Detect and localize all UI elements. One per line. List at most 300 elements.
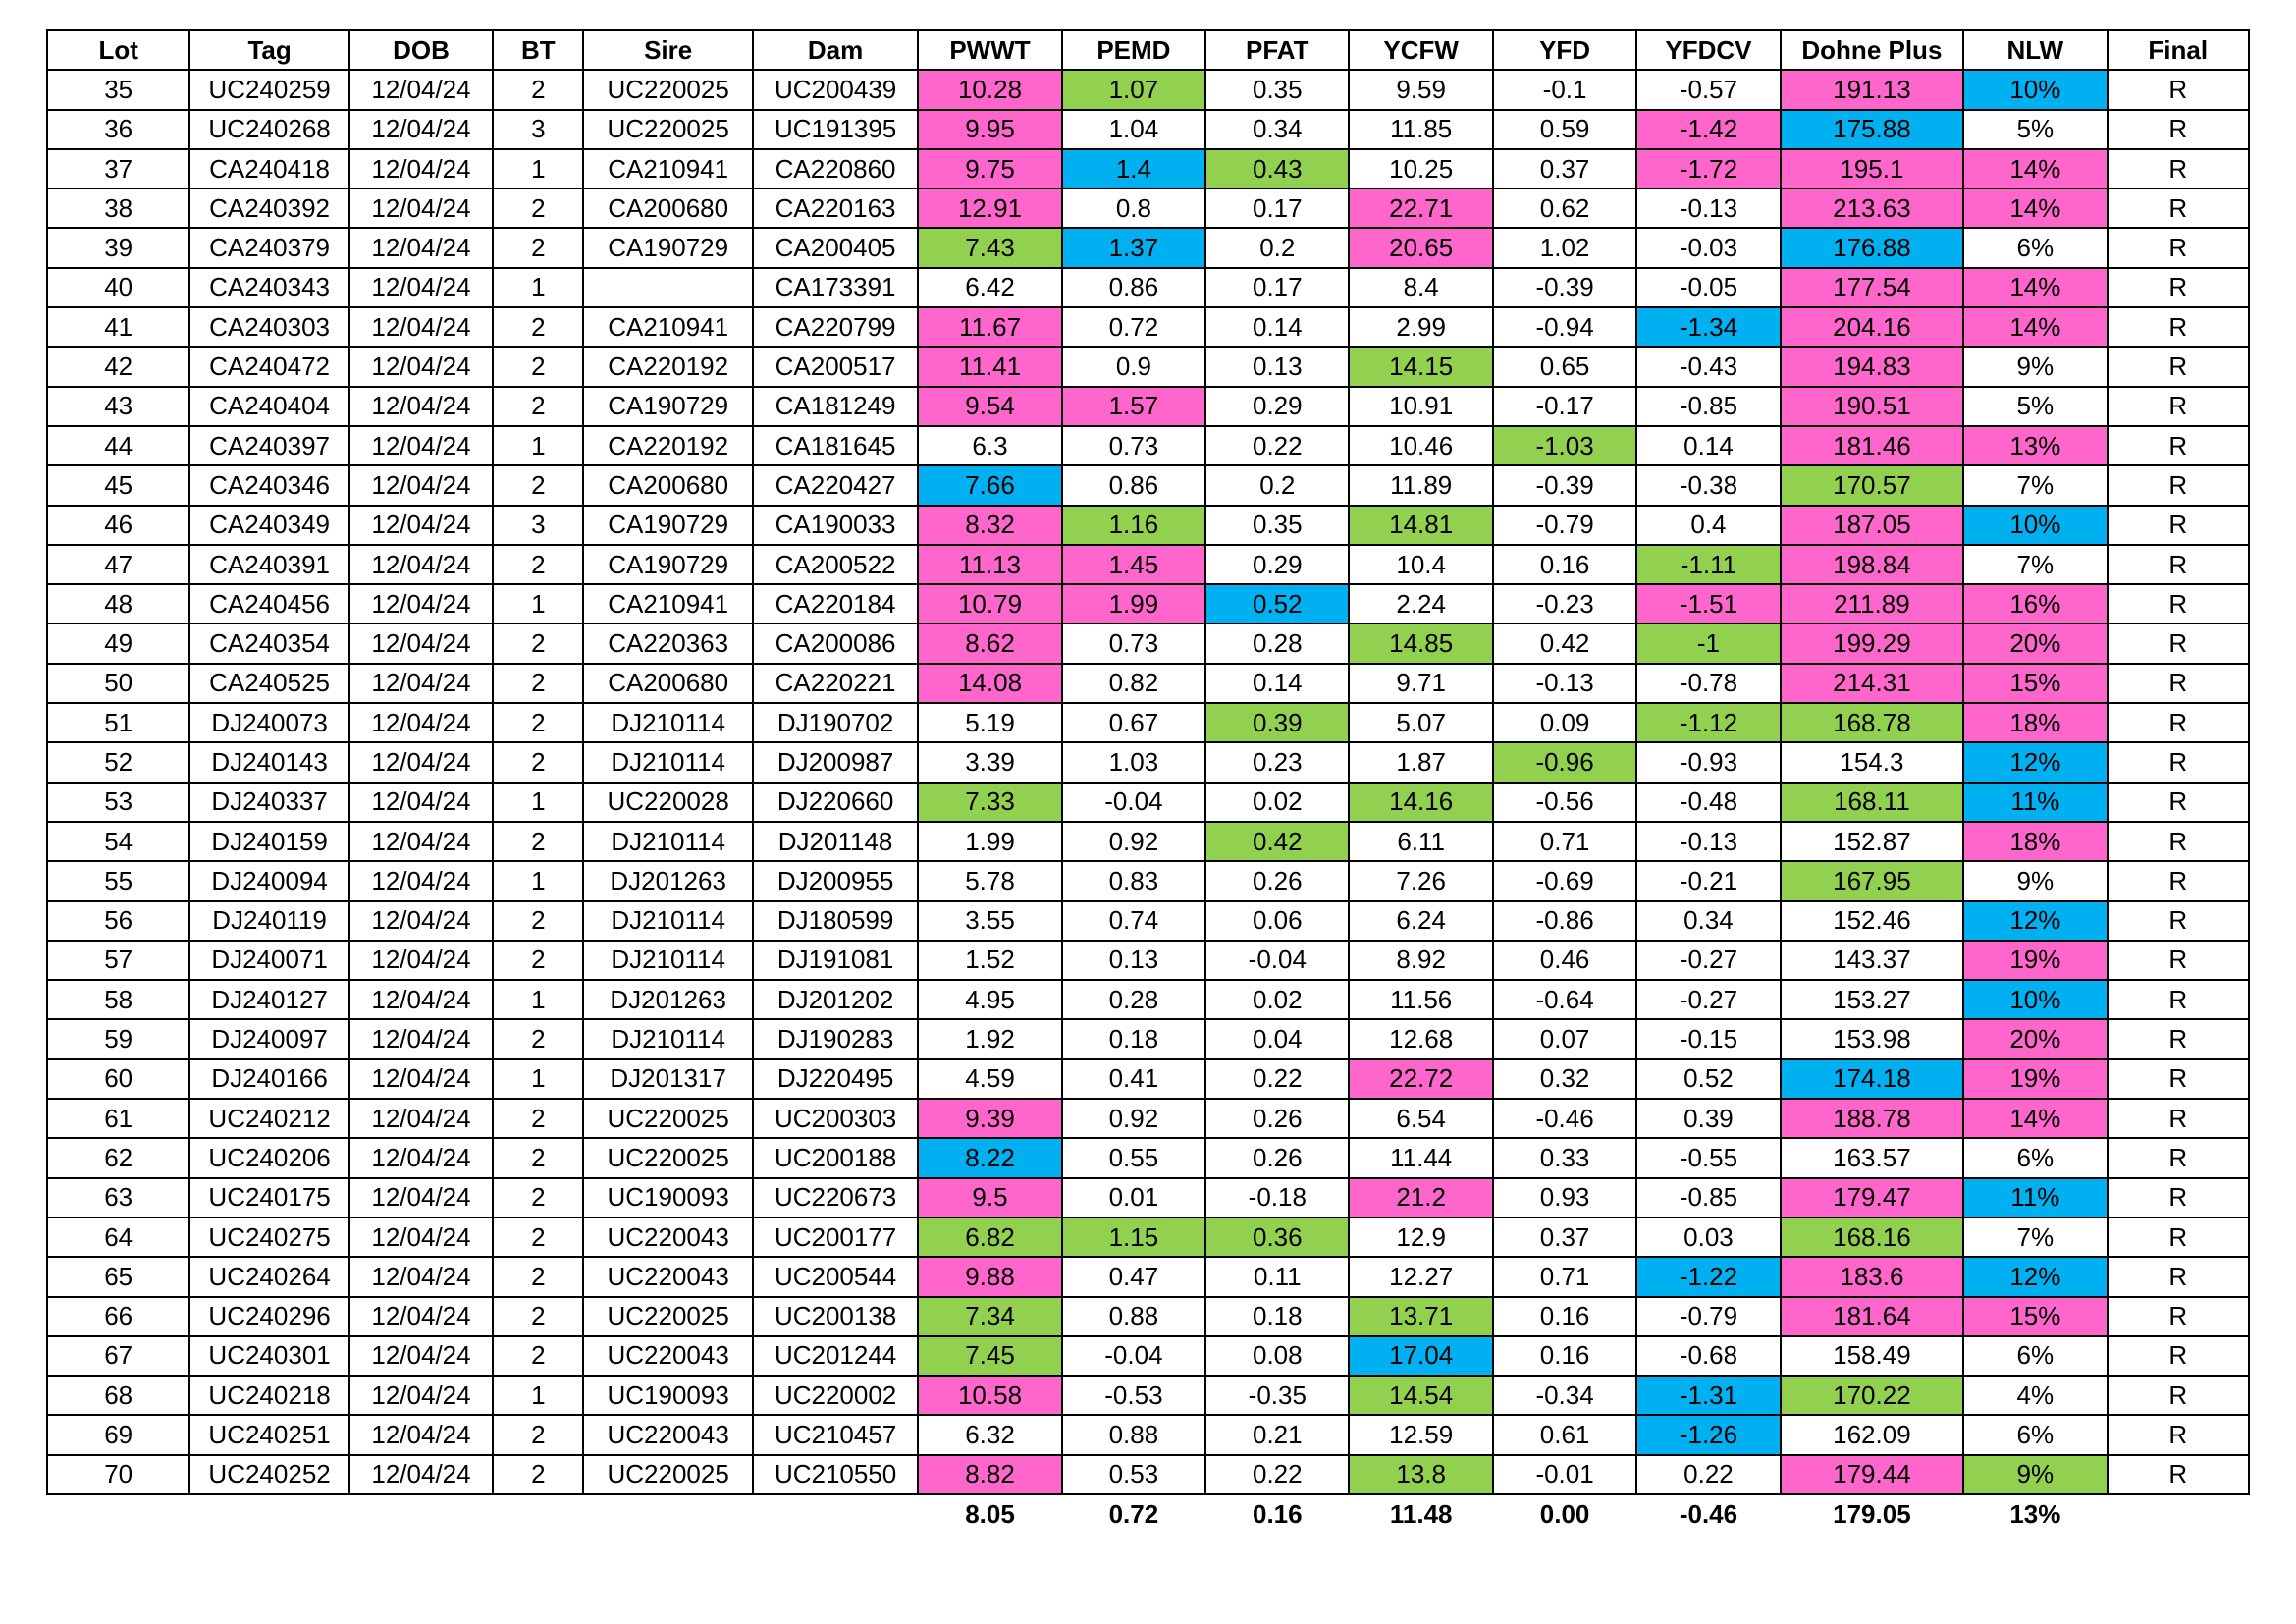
cell-ycfw: 10.91 [1349,387,1492,426]
cell-dohne-plus: 168.11 [1781,783,1963,822]
cell-dob: 12/04/24 [349,545,493,584]
cell-nlw: 11% [1963,1178,2107,1218]
cell-bt: 2 [493,1415,583,1454]
cell-dob: 12/04/24 [349,861,493,900]
cell-nlw: 19% [1963,941,2107,980]
table-row [47,584,2249,623]
cell-pemd: 1.4 [1062,149,1205,189]
cell-yfd: 0.07 [1493,1019,1636,1058]
cell-lot: 69 [47,1415,189,1454]
cell-tag: UC240268 [189,110,348,149]
cell-tag: CA240392 [189,189,348,228]
cell-final: R [2108,941,2249,980]
cell-bt: 2 [493,1218,583,1257]
cell-bt: 2 [493,822,583,861]
cell-nlw: 7% [1963,465,2107,505]
cell-dam: DJ191081 [753,941,918,980]
cell-pwwt: 11.13 [918,545,1061,584]
cell-pfat: 0.14 [1205,664,1349,703]
cell-pwwt: 7.33 [918,783,1061,822]
cell-bt: 1 [493,584,583,623]
cell-dohne-plus: 214.31 [1781,664,1963,703]
cell-nlw: 14% [1963,1099,2107,1138]
cell-dohne-plus: 158.49 [1781,1336,1963,1376]
cell-nlw: 12% [1963,742,2107,782]
cell-lot: 51 [47,703,189,742]
cell-sire: CA200680 [583,664,752,703]
table-row [47,1376,2249,1415]
cell-sire: DJ210114 [583,901,752,941]
cell-dob: 12/04/24 [349,980,493,1019]
cell-pwwt: 11.67 [918,307,1061,347]
cell-dam: CA181645 [753,426,918,465]
cell-pfat: 0.02 [1205,783,1349,822]
cell-yfdcv: -0.13 [1636,822,1780,861]
cell-pwwt: 8.82 [918,1455,1061,1494]
cell-pwwt: 6.32 [918,1415,1061,1454]
cell-dohne-plus: 167.95 [1781,861,1963,900]
cell-dam: UC220673 [753,1178,918,1218]
cell-sire: CA210941 [583,307,752,347]
cell-pwwt: 7.45 [918,1336,1061,1376]
cell-bt: 2 [493,1455,583,1494]
cell-pfat: 0.18 [1205,1297,1349,1336]
column-header-tag: Tag [189,30,348,70]
cell-bt: 3 [493,110,583,149]
cell-final: R [2108,1099,2249,1138]
cell-dob: 12/04/24 [349,1455,493,1494]
cell-tag: CA240418 [189,149,348,189]
cell-dam: DJ200955 [753,861,918,900]
cell-lot: 65 [47,1257,189,1296]
cell-lot: 49 [47,623,189,663]
cell-yfd: 0.16 [1493,1336,1636,1376]
average-empty-cell [2108,1494,2249,1535]
header-row [47,30,2249,70]
cell-final: R [2108,149,2249,189]
cell-lot: 52 [47,742,189,782]
cell-sire: CA190729 [583,506,752,545]
cell-yfd: 0.65 [1493,347,1636,386]
cell-pfat: 0.2 [1205,465,1349,505]
cell-ycfw: 21.2 [1349,1178,1492,1218]
cell-lot: 61 [47,1099,189,1138]
cell-final: R [2108,1218,2249,1257]
table-row [47,110,2249,149]
cell-final: R [2108,70,2249,109]
cell-pemd: 0.74 [1062,901,1205,941]
cell-bt: 2 [493,347,583,386]
cell-dob: 12/04/24 [349,1218,493,1257]
cell-bt: 2 [493,387,583,426]
cell-yfdcv: -0.48 [1636,783,1780,822]
cell-sire: UC220025 [583,70,752,109]
table-row [47,941,2249,980]
cell-final: R [2108,307,2249,347]
cell-lot: 64 [47,1218,189,1257]
cell-ycfw: 2.24 [1349,584,1492,623]
cell-lot: 37 [47,149,189,189]
column-header-yfdcv: YFDCV [1636,30,1780,70]
cell-final: R [2108,189,2249,228]
cell-sire: CA210941 [583,584,752,623]
cell-pemd: 0.13 [1062,941,1205,980]
cell-tag: CA240391 [189,545,348,584]
cell-pwwt: 8.62 [918,623,1061,663]
cell-dam: UC210457 [753,1415,918,1454]
cell-pemd: 1.45 [1062,545,1205,584]
cell-pfat: 0.04 [1205,1019,1349,1058]
cell-yfdcv: -1.26 [1636,1415,1780,1454]
cell-pfat: 0.39 [1205,703,1349,742]
cell-sire: UC190093 [583,1178,752,1218]
cell-sire: DJ210114 [583,742,752,782]
cell-yfdcv: -0.85 [1636,1178,1780,1218]
cell-tag: DJ240071 [189,941,348,980]
cell-bt: 2 [493,941,583,980]
cell-yfd: 0.32 [1493,1059,1636,1099]
cell-pemd: 1.99 [1062,584,1205,623]
cell-dam: UC191395 [753,110,918,149]
cell-pemd: 1.57 [1062,387,1205,426]
cell-pwwt: 6.42 [918,268,1061,307]
cell-pwwt: 3.55 [918,901,1061,941]
cell-bt: 1 [493,980,583,1019]
cell-ycfw: 20.65 [1349,228,1492,267]
cell-lot: 48 [47,584,189,623]
table-row [47,1138,2249,1177]
cell-dob: 12/04/24 [349,1178,493,1218]
cell-dohne-plus: 187.05 [1781,506,1963,545]
cell-lot: 57 [47,941,189,980]
cell-pwwt: 6.82 [918,1218,1061,1257]
cell-dam: CA200405 [753,228,918,267]
cell-final: R [2108,783,2249,822]
cell-ycfw: 1.87 [1349,742,1492,782]
cell-ycfw: 14.85 [1349,623,1492,663]
table-row [47,1297,2249,1336]
cell-dohne-plus: 174.18 [1781,1059,1963,1099]
cell-tag: UC240212 [189,1099,348,1138]
cell-nlw: 20% [1963,1019,2107,1058]
column-header-pwwt: PWWT [918,30,1061,70]
cell-tag: UC240218 [189,1376,348,1415]
cell-dob: 12/04/24 [349,110,493,149]
table-row [47,1059,2249,1099]
cell-tag: DJ240143 [189,742,348,782]
cell-sire: UC220043 [583,1415,752,1454]
cell-pwwt: 9.39 [918,1099,1061,1138]
cell-dob: 12/04/24 [349,149,493,189]
cell-sire: CA220192 [583,426,752,465]
cell-yfd: -0.69 [1493,861,1636,900]
cell-nlw: 12% [1963,1257,2107,1296]
cell-bt: 2 [493,70,583,109]
cell-nlw: 14% [1963,189,2107,228]
cell-bt: 1 [493,268,583,307]
cell-ycfw: 8.92 [1349,941,1492,980]
cell-yfd: -1.03 [1493,426,1636,465]
cell-tag: UC240259 [189,70,348,109]
cell-tag: UC240251 [189,1415,348,1454]
cell-yfdcv: -0.27 [1636,980,1780,1019]
cell-pemd: 0.67 [1062,703,1205,742]
cell-yfd: 0.93 [1493,1178,1636,1218]
cell-ycfw: 10.4 [1349,545,1492,584]
cell-bt: 1 [493,783,583,822]
cell-lot: 56 [47,901,189,941]
cell-ycfw: 11.56 [1349,980,1492,1019]
cell-pfat: 0.02 [1205,980,1349,1019]
cell-yfdcv: -1.34 [1636,307,1780,347]
cell-final: R [2108,1297,2249,1336]
cell-sire: DJ201263 [583,980,752,1019]
cell-lot: 42 [47,347,189,386]
cell-pwwt: 11.41 [918,347,1061,386]
cell-tag: UC240206 [189,1138,348,1177]
cell-nlw: 6% [1963,1138,2107,1177]
cell-yfd: -0.79 [1493,506,1636,545]
cell-pemd: -0.53 [1062,1376,1205,1415]
cell-nlw: 9% [1963,1455,2107,1494]
cell-nlw: 10% [1963,70,2107,109]
cell-yfd: -0.13 [1493,664,1636,703]
cell-dam: DJ200987 [753,742,918,782]
cell-sire: CA220363 [583,623,752,663]
cell-pfat: 0.23 [1205,742,1349,782]
column-header-bt: BT [493,30,583,70]
cell-dob: 12/04/24 [349,1336,493,1376]
column-header-sire: Sire [583,30,752,70]
cell-lot: 40 [47,268,189,307]
cell-lot: 50 [47,664,189,703]
cell-ycfw: 14.16 [1349,783,1492,822]
cell-bt: 1 [493,1376,583,1415]
cell-final: R [2108,1415,2249,1454]
cell-dam: CA173391 [753,268,918,307]
cell-pemd: 0.72 [1062,307,1205,347]
average-yfdcv: -0.46 [1679,1499,1738,1530]
cell-dohne-plus: 163.57 [1781,1138,1963,1177]
cell-yfdcv: 0.52 [1636,1059,1780,1099]
cell-tag: UC240275 [189,1218,348,1257]
cell-pwwt: 4.95 [918,980,1061,1019]
cell-pemd: 0.73 [1062,623,1205,663]
cell-final: R [2108,623,2249,663]
cell-ycfw: 8.4 [1349,268,1492,307]
cell-bt: 2 [493,1138,583,1177]
cell-ycfw: 17.04 [1349,1336,1492,1376]
cell-dohne-plus: 168.16 [1781,1218,1963,1257]
column-header-dob: DOB [349,30,493,70]
cell-yfd: -0.96 [1493,742,1636,782]
cell-pemd: 0.82 [1062,664,1205,703]
table-row [47,861,2249,900]
column-header-yfd: YFD [1493,30,1636,70]
cell-yfd: 0.37 [1493,149,1636,189]
cell-sire: UC220043 [583,1218,752,1257]
cell-yfdcv: -0.13 [1636,189,1780,228]
cell-tag: UC240175 [189,1178,348,1218]
cell-tag: UC240301 [189,1336,348,1376]
table-row [47,742,2249,782]
cell-nlw: 15% [1963,664,2107,703]
cell-ycfw: 14.81 [1349,506,1492,545]
cell-lot: 36 [47,110,189,149]
cell-dohne-plus: 170.57 [1781,465,1963,505]
cell-pfat: -0.04 [1205,941,1349,980]
cell-final: R [2108,742,2249,782]
cell-yfd: 0.46 [1493,941,1636,980]
cell-final: R [2108,110,2249,149]
cell-final: R [2108,545,2249,584]
average-ycfw: 11.48 [1389,1499,1453,1530]
cell-nlw: 11% [1963,783,2107,822]
cell-nlw: 20% [1963,623,2107,663]
cell-yfd: 0.61 [1493,1415,1636,1454]
cell-pwwt: 5.19 [918,703,1061,742]
cell-final: R [2108,901,2249,941]
cell-tag: CA240397 [189,426,348,465]
cell-bt: 2 [493,465,583,505]
table-row [47,1336,2249,1376]
cell-dob: 12/04/24 [349,1059,493,1099]
cell-pfat: 0.08 [1205,1336,1349,1376]
cell-lot: 46 [47,506,189,545]
cell-dob: 12/04/24 [349,307,493,347]
cell-pfat: 0.42 [1205,822,1349,861]
cell-final: R [2108,664,2249,703]
table-row [47,1218,2249,1257]
cell-bt: 2 [493,742,583,782]
cell-nlw: 14% [1963,307,2107,347]
cell-dob: 12/04/24 [349,783,493,822]
cell-sire: UC220025 [583,1455,752,1494]
cell-sire: DJ201263 [583,861,752,900]
cell-lot: 62 [47,1138,189,1177]
cell-final: R [2108,1138,2249,1177]
cell-dam: DJ190283 [753,1019,918,1058]
cell-dohne-plus: 188.78 [1781,1099,1963,1138]
cell-tag: CA240346 [189,465,348,505]
cell-dob: 12/04/24 [349,426,493,465]
cell-pwwt: 10.79 [918,584,1061,623]
cell-dam: UC201244 [753,1336,918,1376]
cell-pfat: 0.26 [1205,1138,1349,1177]
cell-sire: UC220043 [583,1257,752,1296]
table-row [47,822,2249,861]
cell-pemd: 1.03 [1062,742,1205,782]
cell-pemd: 0.92 [1062,1099,1205,1138]
cell-pemd: -0.04 [1062,783,1205,822]
cell-pwwt: 14.08 [918,664,1061,703]
cell-bt: 2 [493,1257,583,1296]
cell-dohne-plus: 152.46 [1781,901,1963,941]
cell-ycfw: 12.59 [1349,1415,1492,1454]
cell-dob: 12/04/24 [349,664,493,703]
cell-final: R [2108,268,2249,307]
cell-final: R [2108,584,2249,623]
cell-pwwt: 7.34 [918,1297,1061,1336]
averages-row [47,1494,2249,1535]
cell-pfat: 0.29 [1205,387,1349,426]
table-row [47,1257,2249,1296]
cell-lot: 38 [47,189,189,228]
cell-dam: UC200138 [753,1297,918,1336]
cell-dob: 12/04/24 [349,268,493,307]
table-row [47,1455,2249,1494]
cell-tag: DJ240097 [189,1019,348,1058]
cell-pfat: -0.35 [1205,1376,1349,1415]
cell-yfdcv: -0.57 [1636,70,1780,109]
cell-yfd: -0.64 [1493,980,1636,1019]
cell-lot: 59 [47,1019,189,1058]
cell-dob: 12/04/24 [349,465,493,505]
cell-tag: CA240354 [189,623,348,663]
cell-bt: 2 [493,1178,583,1218]
cell-pemd: -0.04 [1062,1336,1205,1376]
cell-ycfw: 22.71 [1349,189,1492,228]
cell-dam: CA220427 [753,465,918,505]
cell-dohne-plus: 153.98 [1781,1019,1963,1058]
average-empty-cell [753,1494,918,1535]
cell-lot: 55 [47,861,189,900]
cell-nlw: 14% [1963,149,2107,189]
cell-pfat: 0.29 [1205,545,1349,584]
cell-final: R [2108,347,2249,386]
cell-yfd: -0.34 [1493,1376,1636,1415]
average-empty-cell [189,1494,348,1535]
cell-ycfw: 9.71 [1349,664,1492,703]
cell-ycfw: 11.89 [1349,465,1492,505]
cell-dohne-plus: 153.27 [1781,980,1963,1019]
cell-nlw: 12% [1963,901,2107,941]
table-row [47,506,2249,545]
cell-lot: 68 [47,1376,189,1415]
cell-nlw: 9% [1963,347,2107,386]
cell-pemd: 1.16 [1062,506,1205,545]
cell-bt: 1 [493,1059,583,1099]
cell-tag: DJ240119 [189,901,348,941]
cell-dohne-plus: 194.83 [1781,347,1963,386]
cell-ycfw: 14.54 [1349,1376,1492,1415]
cell-dam: CA220163 [753,189,918,228]
cell-pemd: 1.07 [1062,70,1205,109]
cell-yfdcv: 0.03 [1636,1218,1780,1257]
cell-lot: 70 [47,1455,189,1494]
cell-yfdcv: -1.11 [1636,545,1780,584]
cell-yfd: 0.16 [1493,545,1636,584]
cell-pemd: 0.83 [1062,861,1205,900]
cell-dam: UC200544 [753,1257,918,1296]
cell-tag: DJ240159 [189,822,348,861]
cell-tag: CA240456 [189,584,348,623]
cell-yfd: -0.39 [1493,465,1636,505]
cell-dam: CA220799 [753,307,918,347]
cell-nlw: 19% [1963,1059,2107,1099]
cell-nlw: 4% [1963,1376,2107,1415]
cell-sire: UC220043 [583,1336,752,1376]
cell-dob: 12/04/24 [349,1099,493,1138]
cell-yfdcv: -0.78 [1636,664,1780,703]
cell-pfat: 0.14 [1205,307,1349,347]
cell-dohne-plus: 198.84 [1781,545,1963,584]
cell-pemd: 0.88 [1062,1415,1205,1454]
cell-bt: 2 [493,664,583,703]
cell-sire: DJ201317 [583,1059,752,1099]
cell-sire: DJ210114 [583,703,752,742]
cell-ycfw: 14.15 [1349,347,1492,386]
